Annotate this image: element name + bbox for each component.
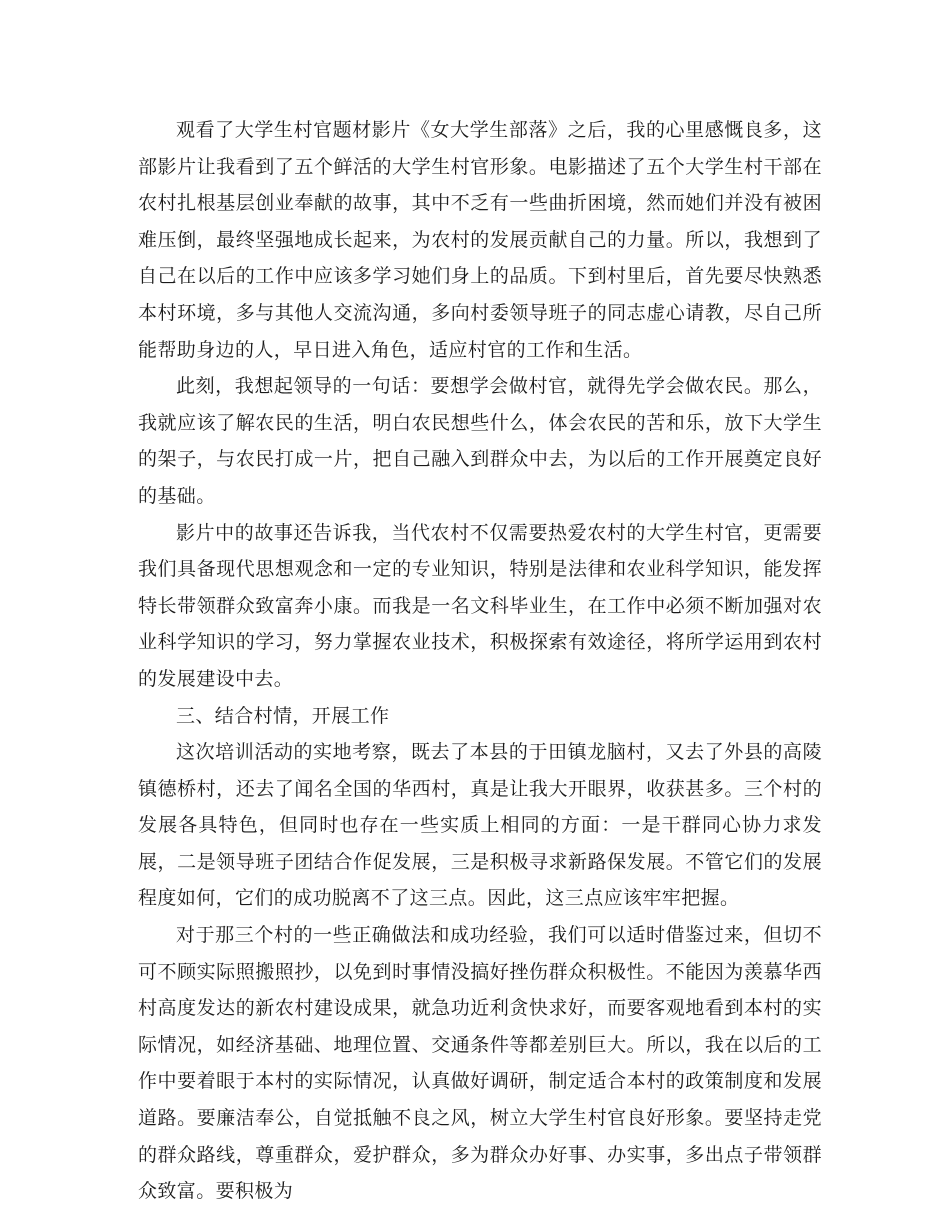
paragraph-5: 对于那三个村的一些正确做法和成功经验，我们可以适时借鉴过来，但切不可不顾实际照搬照抄，以免到时事情没搞好挫伤群众积极性。不能因为羡慕华西村高度发达的新农村建设成果，就急功近利贪快求好，而要客观地看到本村的实际情况，如经济基础、地理位置、交通条件等都差别巨大。所以，我在以后的工作中要着眼于本村的实际情况，认真做好调研，制定适合本村的政策制度和发展道路。要廉洁奉公，自觉抵触不良之风，树立大学生村官良好形象。要坚持走党的群众路线，尊重群众，爱护群众，多为群众办好事、办实事，多出点子带领群众致富。要积极为 — [138, 924, 822, 1203]
document-body — [138, 112, 822, 1210]
section-heading: 三、结合村情，开展工作 — [176, 704, 390, 727]
paragraph-4: 这次培训活动的实地考察，既去了本县的于田镇龙脑村，又去了外县的高陵镇德桥村，还去了闻名全国的华西村，真是让我大开眼界，收获甚多。三个村的发展各具特色，但同时也存在一些实质上相同的方面：一是干群同心协力求发展，二是领导班子团结合作促发展，三是积极寻求新路保发展。不管它们的发展程度如何，它们的成功脱离不了这三点。因此，这三点应该牢牢把握。 — [138, 741, 822, 910]
paragraph-2: 此刻，我想起领导的一句话：要想学会做村官，就得先学会做农民。那么，我就应该了解农民的生活，明白农民想些什么，体会农民的苦和乐，放下大学生的架子，与农民打成一片，把自己融入到群众中去，为以后的工作开展奠定良好的基础。 — [138, 375, 822, 507]
paragraph-3: 影片中的故事还告诉我，当代农村不仅需要热爱农村的大学生村官，更需要我们具备现代思想观念和一定的专业知识，特别是法律和农业科学知识，能发挥特长带领群众致富奔小康。而我是一名文科毕业生，在工作中必须不断加强对农业科学知识的学习，努力掌握农业技术，积极探索有效途径，将所学运用到农村的发展建设中去。 — [138, 521, 822, 690]
paragraph-1: 观看了大学生村官题材影片《女大学生部落》之后，我的心里感慨良多，这部影片让我看到了五个鲜活的大学生村官形象。电影描述了五个大学生村干部在农村扎根基层创业奉献的故事，其中不乏有一些曲折困境，然而她们并没有被困难压倒，最终坚强地成长起来，为农村的发展贡献自己的力量。所以，我想到了自己在以后的工作中应该多学习她们身上的品质。下到村里后，首先要尽快熟悉本村环境，多与其他人交流沟通，多向村委领导班子的同志虚心请教，尽自己所能帮助身边的人，早日进入角色，适应村官的工作和生活。 — [138, 119, 822, 361]
